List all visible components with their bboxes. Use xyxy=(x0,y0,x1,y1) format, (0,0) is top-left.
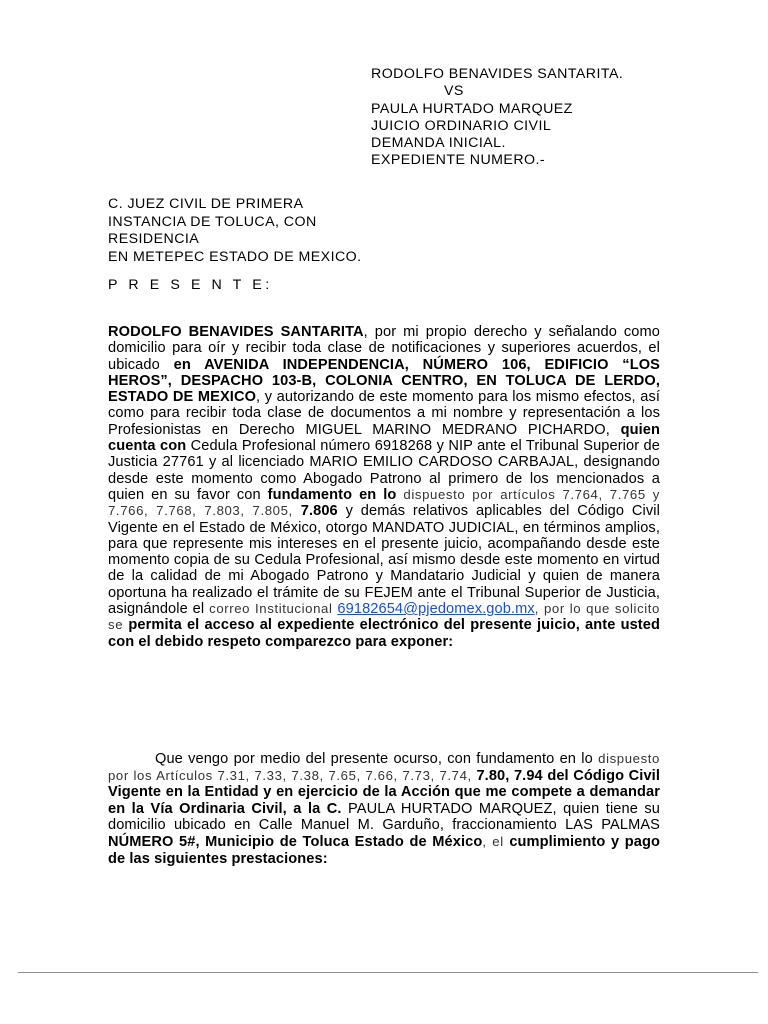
case-header xyxy=(371,66,623,170)
paragraph-2: Que vengo por medio del presente ocurso, con fundamento en lo dispuesto por los Artículos 7.31, 7.33, 7.38, 7.65, 7.66, 7.73, 7.74, 7.80, 7.94 del Código Civil Vigente en la Entidad y en ejercicio de la Acción que me compete a demandar en la Vía Ordinaria Civil, a la C. PAULA HURTADO MARQUEZ, quien tiene su domicilio ubicado en Calle Manuel M. Garduño, fraccionamiento LAS PALMAS NÚMERO 5#, Municipio de Toluca Estado de México, el cumplimiento y pago de las siguientes prestaciones: xyxy=(108,751,660,867)
plaintiff-name: RODOLFO BENAVIDES SANTARITA. xyxy=(371,66,624,82)
defendant-address-bold: NÚMERO 5#, Municipio de Toluca Estado de México xyxy=(108,833,483,850)
footer-divider xyxy=(18,972,758,973)
addressee-line-1: C. JUEZ CIVIL DE PRIMERA xyxy=(108,196,304,212)
addressee-line-2: INSTANCIA DE TOLUCA, CON xyxy=(108,213,317,230)
address-bold: en AVENIDA INDEPENDENCIA, NÚMERO 106, EDIFICIO “LOS HEROS”, DESPACHO 103-B, COLONIA CENTRO, EN TOLUCA DE LERDO, ESTADO DE MEXICO xyxy=(108,356,660,406)
document-type: DEMANDA INICIAL. xyxy=(371,135,506,152)
plaintiff-name-bold: RODOLFO BENAVIDES SANTARITA xyxy=(108,324,364,340)
defendant-name: PAULA HURTADO MARQUEZ xyxy=(371,100,573,117)
case-number: EXPEDIENTE NUMERO.- xyxy=(371,152,546,169)
addressee-line-3: RESIDENCIA xyxy=(108,231,200,248)
addressee-line-4: EN METEPEC ESTADO DE MEXICO. xyxy=(108,248,362,265)
versus-label: VS xyxy=(444,83,464,100)
paragraph-1: RODOLFO BENAVIDES SANTARITA, por mi propio derecho y señalando como domicilio para oír y recibir toda clase de notificaciones y superiores acuerdos, el ubicado en AVENIDA INDEPENDENCIA, NÚMERO 106, EDIFICIO “LOS HEROS”, DESPACHO 103-B, COLONIA CENTRO, EN TOLUCA DE LERDO, ESTADO DE MEXICO, y autorizando de este momento para los mismo efectos, así como para recibir toda clase de documentos a mi nombre y representación a los Profesionistas en Derecho MIGUEL MARINO MEDRANO PICHARDO, quien cuenta con Cedula Profesional número 6918268 y NIP ante el Tribunal Superior de Justicia 27761 y al licenciado MARIO EMILIO CARDOSO CARBAJAL, designando desde este momento como Abogado Patrono al primero de los mencionados a quien en su favor con fundamento en lo dispuesto por artículos 7.764, 7.765 y 7.766, 7.768, 7.803, 7.805, 7.806 y demás relativos aplicables del Código Civil Vigente en el Estado de México, otorgo MANDATO JUDICIAL, en términos amplios, para que represente mis intereses en el presente juicio, acompañando desde este momento copia de su Cedula Profesional, así mismo desde este momento en virtud de la calidad de mi Abogado Patrono y Mandatario Judicial y quien de manera oportuna ha realizado el trámite de su FEJEM ante el Tribunal Superior de Justicia, asignándole el correo Institucional 69182654@pjedomex.gob.mx, por lo que solicito se permita el acceso al expediente electrónico del presente juicio, ante usted con el debido respeto comparezco para exponer: xyxy=(108,324,660,650)
addressee-block xyxy=(108,196,362,266)
institutional-email-link[interactable]: 69182654@pjedomex.gob.mx xyxy=(337,601,535,618)
trial-type: JUICIO ORDINARIO CIVIL xyxy=(371,117,552,134)
salutation: P R E S E N T E: xyxy=(108,277,273,293)
